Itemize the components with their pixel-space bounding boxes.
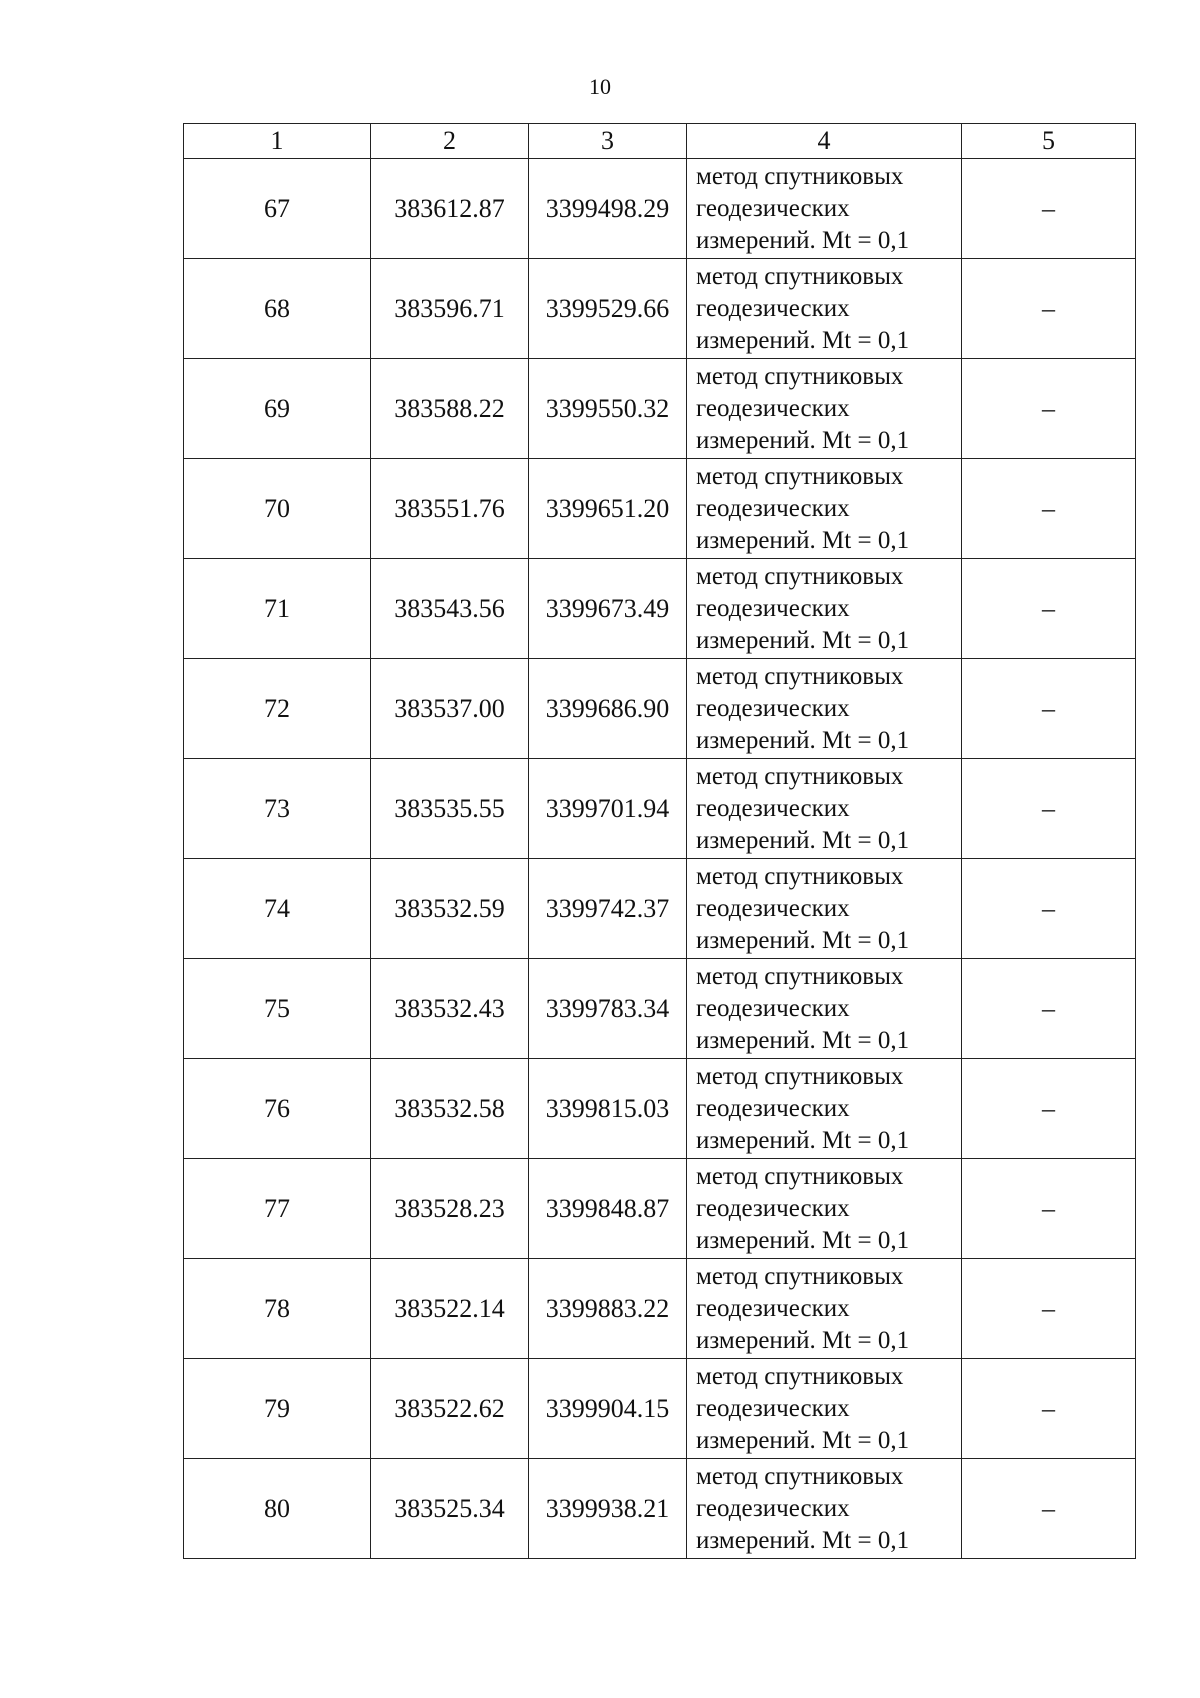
- method-text-line: метод спутниковых: [696, 1362, 904, 1390]
- point-number-cell: 67: [184, 159, 371, 259]
- table-row: [184, 1259, 1136, 1359]
- header-cell-5: 5: [962, 124, 1136, 159]
- x-coordinate-cell: 383522.14: [371, 1259, 529, 1359]
- method-cell: [687, 1259, 962, 1359]
- method-text-line: геодезических: [696, 1394, 850, 1422]
- method-text-line: метод спутниковых: [696, 1262, 904, 1290]
- note-cell: –: [962, 959, 1136, 1059]
- y-coordinate-cell: 3399848.87: [529, 1159, 687, 1259]
- y-coordinate-cell: 3399651.20: [529, 459, 687, 559]
- point-number-cell: 79: [184, 1359, 371, 1459]
- method-text-line: метод спутниковых: [696, 162, 904, 190]
- x-coordinate-cell: 383537.00: [371, 659, 529, 759]
- y-coordinate-cell: 3399742.37: [529, 859, 687, 959]
- table-row: [184, 959, 1136, 1059]
- method-text-line: измерений. Mt = 0,1: [696, 326, 910, 354]
- point-number-cell: 74: [184, 859, 371, 959]
- method-text-line: измерений. Mt = 0,1: [696, 826, 910, 854]
- method-text-line: измерений. Mt = 0,1: [696, 1326, 910, 1354]
- x-coordinate-cell: 383543.56: [371, 559, 529, 659]
- point-number-cell: 69: [184, 359, 371, 459]
- method-text-line: геодезических: [696, 694, 850, 722]
- x-coordinate-cell: 383528.23: [371, 1159, 529, 1259]
- table-row: [184, 459, 1136, 559]
- method-text-line: геодезических: [696, 394, 850, 422]
- method-text-line: метод спутниковых: [696, 262, 904, 290]
- note-cell: –: [962, 1359, 1136, 1459]
- x-coordinate-cell: 383532.43: [371, 959, 529, 1059]
- table-row: [184, 1359, 1136, 1459]
- note-cell: –: [962, 459, 1136, 559]
- method-text-line: метод спутниковых: [696, 962, 904, 990]
- method-text-line: геодезических: [696, 994, 850, 1022]
- x-coordinate-cell: 383532.58: [371, 1059, 529, 1159]
- point-number-cell: 75: [184, 959, 371, 1059]
- y-coordinate-cell: 3399550.32: [529, 359, 687, 459]
- point-number-cell: 76: [184, 1059, 371, 1159]
- note-cell: –: [962, 259, 1136, 359]
- method-text-line: геодезических: [696, 194, 850, 222]
- note-cell: –: [962, 659, 1136, 759]
- y-coordinate-cell: 3399673.49: [529, 559, 687, 659]
- table-body: [184, 159, 1136, 1559]
- method-cell: [687, 359, 962, 459]
- header-cell-3: 3: [529, 124, 687, 159]
- header-cell-2: 2: [371, 124, 529, 159]
- note-cell: –: [962, 559, 1136, 659]
- point-number-cell: 68: [184, 259, 371, 359]
- note-cell: –: [962, 1259, 1136, 1359]
- point-number-cell: 73: [184, 759, 371, 859]
- method-cell: [687, 1359, 962, 1459]
- method-text-line: измерений. Mt = 0,1: [696, 226, 910, 254]
- y-coordinate-cell: 3399815.03: [529, 1059, 687, 1159]
- method-text-line: метод спутниковых: [696, 762, 904, 790]
- method-cell: [687, 559, 962, 659]
- method-text-line: измерений. Mt = 0,1: [696, 526, 910, 554]
- header-cell-1: 1: [184, 124, 371, 159]
- method-text-line: геодезических: [696, 1094, 850, 1122]
- point-number-cell: 77: [184, 1159, 371, 1259]
- header-row: [184, 124, 1136, 159]
- method-text-line: геодезических: [696, 1194, 850, 1222]
- y-coordinate-cell: 3399498.29: [529, 159, 687, 259]
- method-text-line: геодезических: [696, 294, 850, 322]
- method-cell: [687, 759, 962, 859]
- y-coordinate-cell: 3399904.15: [529, 1359, 687, 1459]
- method-text-line: измерений. Mt = 0,1: [696, 726, 910, 754]
- y-coordinate-cell: 3399883.22: [529, 1259, 687, 1359]
- method-text-line: метод спутниковых: [696, 562, 904, 590]
- x-coordinate-cell: 383588.22: [371, 359, 529, 459]
- x-coordinate-cell: 383535.55: [371, 759, 529, 859]
- method-text-line: метод спутниковых: [696, 662, 904, 690]
- table-row: [184, 359, 1136, 459]
- method-cell: [687, 1159, 962, 1259]
- method-text-line: измерений. Mt = 0,1: [696, 426, 910, 454]
- point-number-cell: 78: [184, 1259, 371, 1359]
- method-text-line: измерений. Mt = 0,1: [696, 1426, 910, 1454]
- table-row: [184, 759, 1136, 859]
- y-coordinate-cell: 3399783.34: [529, 959, 687, 1059]
- note-cell: –: [962, 359, 1136, 459]
- table-row: [184, 1159, 1136, 1259]
- point-number-cell: 72: [184, 659, 371, 759]
- table-row: [184, 659, 1136, 759]
- note-cell: –: [962, 859, 1136, 959]
- point-number-cell: 71: [184, 559, 371, 659]
- method-text-line: геодезических: [696, 794, 850, 822]
- method-text-line: измерений. Mt = 0,1: [696, 1526, 910, 1554]
- method-text-line: измерений. Mt = 0,1: [696, 1226, 910, 1254]
- method-cell: [687, 159, 962, 259]
- method-text-line: геодезических: [696, 894, 850, 922]
- method-cell: [687, 259, 962, 359]
- x-coordinate-cell: 383551.76: [371, 459, 529, 559]
- method-text-line: измерений. Mt = 0,1: [696, 1126, 910, 1154]
- y-coordinate-cell: 3399686.90: [529, 659, 687, 759]
- y-coordinate-cell: 3399938.21: [529, 1459, 687, 1559]
- method-text-line: геодезических: [696, 494, 850, 522]
- method-cell: [687, 1459, 962, 1559]
- method-text-line: измерений. Mt = 0,1: [696, 926, 910, 954]
- method-text-line: метод спутниковых: [696, 862, 904, 890]
- table-row: [184, 1059, 1136, 1159]
- note-cell: –: [962, 1059, 1136, 1159]
- method-text-line: метод спутниковых: [696, 1062, 904, 1090]
- method-text-line: метод спутниковых: [696, 462, 904, 490]
- method-text-line: метод спутниковых: [696, 1162, 904, 1190]
- page-number: 10: [589, 74, 611, 99]
- method-text-line: метод спутниковых: [696, 1462, 904, 1490]
- note-cell: –: [962, 159, 1136, 259]
- method-text-line: геодезических: [696, 1294, 850, 1322]
- point-number-cell: 80: [184, 1459, 371, 1559]
- method-cell: [687, 1059, 962, 1159]
- note-cell: –: [962, 1459, 1136, 1559]
- method-text-line: измерений. Mt = 0,1: [696, 626, 910, 654]
- method-cell: [687, 959, 962, 1059]
- table-row: [184, 859, 1136, 959]
- method-cell: [687, 459, 962, 559]
- x-coordinate-cell: 383596.71: [371, 259, 529, 359]
- method-text-line: геодезических: [696, 594, 850, 622]
- method-text-line: измерений. Mt = 0,1: [696, 1026, 910, 1054]
- note-cell: –: [962, 1159, 1136, 1259]
- y-coordinate-cell: 3399529.66: [529, 259, 687, 359]
- method-text-line: метод спутниковых: [696, 362, 904, 390]
- method-cell: [687, 859, 962, 959]
- table-row: [184, 559, 1136, 659]
- x-coordinate-cell: 383522.62: [371, 1359, 529, 1459]
- method-text-line: геодезических: [696, 1494, 850, 1522]
- table-row: [184, 159, 1136, 259]
- x-coordinate-cell: 383525.34: [371, 1459, 529, 1559]
- x-coordinate-cell: 383612.87: [371, 159, 529, 259]
- table-row: [184, 259, 1136, 359]
- header-cell-4: 4: [687, 124, 962, 159]
- y-coordinate-cell: 3399701.94: [529, 759, 687, 859]
- table-row: [184, 1459, 1136, 1559]
- note-cell: –: [962, 759, 1136, 859]
- x-coordinate-cell: 383532.59: [371, 859, 529, 959]
- point-number-cell: 70: [184, 459, 371, 559]
- method-cell: [687, 659, 962, 759]
- coordinates-table: [183, 123, 1136, 1559]
